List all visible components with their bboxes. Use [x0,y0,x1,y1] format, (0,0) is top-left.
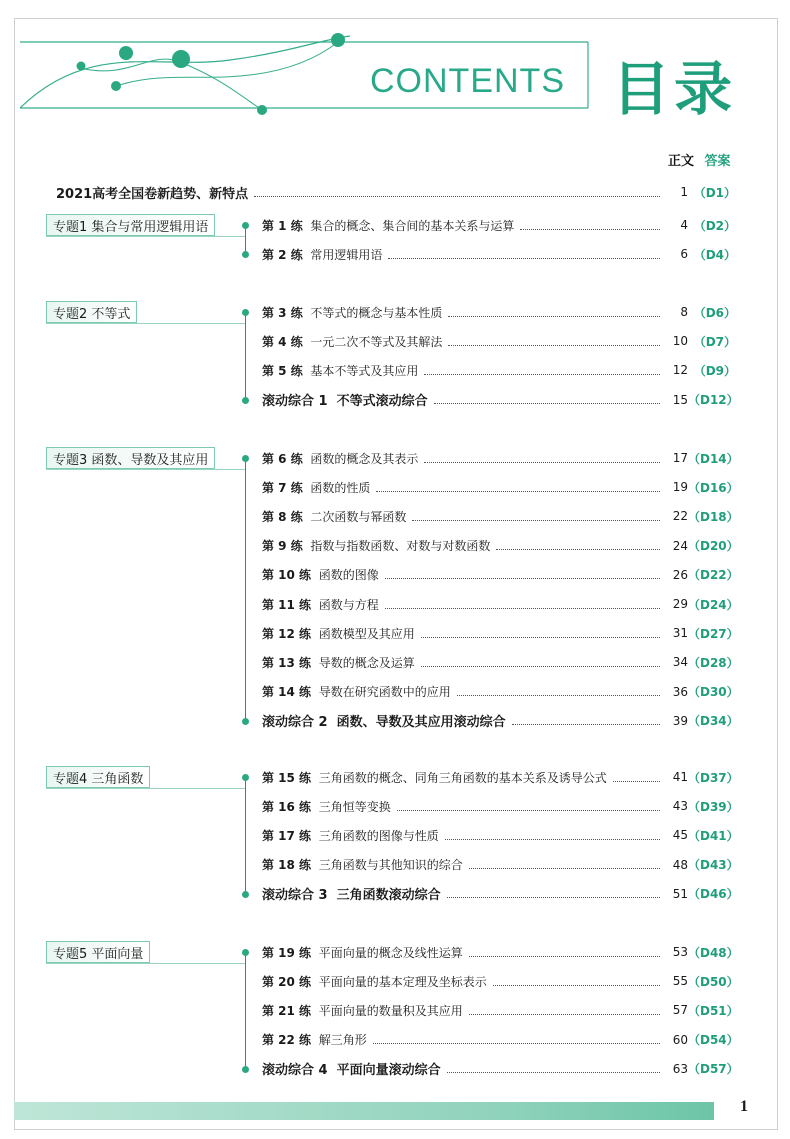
leader-dots [448,316,660,317]
entry-title: 三角函数与其他知识的综合 [318,858,463,873]
entry-label [262,711,506,730]
toc-entry[interactable] [262,1059,739,1079]
entry-spacer [311,685,319,699]
toc-entry[interactable] [262,971,739,991]
footer-page-number: 1 [740,1098,748,1115]
toc-entry[interactable] [262,796,739,816]
topic-tag[interactable]: 专题1 集合与常用逻辑用语 [46,214,215,236]
entry-number: 第 5 练 [262,363,303,378]
column-daan: 答案 [704,154,731,169]
page-number: 45 [672,828,688,843]
entry-spacer [311,800,319,814]
entry-spacer [311,1033,319,1047]
page-number: 26 [672,567,688,582]
entry-number: 第 17 练 [262,828,312,843]
entry-title: 常用逻辑用语 [310,247,383,262]
toc-entry[interactable] [262,942,739,962]
toc-entry[interactable] [262,331,736,351]
entry-title: 函数的概念及其表示 [310,451,419,466]
leader-dots [376,491,660,492]
answer-page: （D4） [693,247,736,262]
entry-number: 第 16 练 [262,799,312,814]
entry-number: 第 14 练 [262,685,312,700]
entry-title: 不等式的概念与基本性质 [310,305,443,320]
entry-number: 第 2 练 [262,247,303,262]
answer-page: （D20） [688,539,739,554]
leader-dots [613,781,660,782]
entry-number: 滚动综合 2 [262,715,328,731]
leader-dots [412,520,660,521]
entry-title: 平面向量的概念及线性运算 [318,945,463,960]
toc-entry[interactable] [262,244,736,264]
page-number: 31 [672,626,688,641]
answer-page: （D46） [688,887,739,902]
intro-row[interactable] [56,182,736,202]
answer-page: （D41） [688,828,739,843]
answer-page: （D16） [688,480,739,495]
page-number: 19 [672,480,688,495]
leader-dots [520,229,660,230]
timeline-line [245,777,246,894]
entry-label [262,479,370,496]
toc-entry[interactable] [262,565,739,585]
entry-number: 第 9 练 [262,539,303,554]
toc-entry[interactable] [262,215,736,235]
topic-underline [46,788,246,789]
entry-title: 函数与方程 [318,597,379,612]
leader-dots [469,1014,660,1015]
entry-spacer [311,656,319,670]
entry-label [262,508,406,525]
toc-entry[interactable] [262,623,739,643]
page-number: 4 [680,218,688,232]
toc-entry[interactable] [262,682,739,702]
entry-number: 第 15 练 [262,770,312,785]
entry-spacer [311,1004,319,1018]
entry-title: 函数模型及其应用 [318,626,415,641]
entry-spacer [328,1063,337,1078]
entry-spacer [311,598,319,612]
entry-number: 第 20 练 [262,974,312,989]
page-number: 10 [672,334,688,349]
entry-spacer [311,975,319,989]
entry-spacer [328,888,337,903]
leader-dots [493,985,660,986]
column-zhengwen: 正文 [668,154,695,169]
entry-spacer [311,858,319,872]
entry-number: 第 7 练 [262,480,303,495]
leader-dots [373,1043,660,1044]
topic-tag[interactable]: 专题3 函数、导数及其应用 [46,447,215,469]
answer-page: （D57） [688,1062,739,1077]
leader-dots [385,578,660,579]
page-number: 36 [672,684,688,699]
answer-page: （D12） [688,393,739,408]
entry-label [262,304,442,321]
timeline-node [242,1066,249,1073]
leader-dots [469,956,660,957]
entry-label [262,625,415,642]
leader-dots [447,897,660,898]
page-number: 8 [680,305,688,319]
leader-dots [469,868,660,869]
toc-entry[interactable] [262,506,739,526]
timeline-node [242,774,249,781]
page-number: 29 [672,597,688,611]
entry-label [262,566,379,583]
page-number: 53 [672,945,688,959]
entry-spacer [311,627,319,641]
footer-band [14,1102,714,1120]
leader-dots [448,345,660,346]
answer-page: （D51） [688,1003,739,1018]
answer-page: （D30） [688,685,739,700]
leader-dots [385,608,660,609]
answer-page: （D1） [693,185,736,200]
leader-dots [496,549,660,550]
timeline-line [245,952,246,1069]
page-number: 34 [672,655,688,670]
entry-number: 滚动综合 4 [262,1063,328,1079]
entry-label [262,1002,463,1019]
page-number: 15 [672,392,688,407]
answer-page: （D48） [688,945,739,960]
entry-title: 平面向量的基本定理及坐标表示 [318,974,487,989]
entry-title: 三角函数的图像与性质 [318,828,439,843]
answer-page: （D28） [688,655,739,670]
entry-label [262,798,391,815]
timeline-node [242,949,249,956]
leader-dots [421,666,660,667]
topic-underline [46,236,246,237]
entry-number: 第 21 练 [262,1003,312,1018]
entry-label [262,654,415,671]
timeline-node [242,891,249,898]
page-number: 6 [680,247,688,262]
answer-page: （D24） [688,597,739,612]
timeline-line [245,458,246,721]
entry-number: 第 1 练 [262,218,303,233]
entry-number: 滚动综合 1 [262,394,328,410]
leader-dots [424,462,660,463]
page-number: 1 [680,185,688,199]
answer-page: （D43） [688,858,739,873]
entry-number: 第 3 练 [262,305,303,320]
answer-page: （D22） [688,568,739,583]
answer-page: （D18） [688,509,739,524]
entry-number: 第 4 练 [262,334,303,349]
toc-entry[interactable] [262,825,739,845]
page-number: 55 [672,974,688,989]
page-number: 39 [672,713,688,728]
answer-page: （D14） [688,451,739,466]
timeline-node [242,455,249,462]
intro-label: 2021高考全国卷新趋势、新特点 [56,186,249,202]
leader-dots [457,695,660,696]
page-number: 43 [672,799,688,814]
entry-label [262,944,463,961]
entry-title: 一元二次不等式及其解法 [310,334,443,349]
toc-entry[interactable] [262,1000,739,1020]
leader-dots [512,724,660,725]
entry-title: 三角函数的概念、同角三角函数的基本关系及诱导公式 [318,770,607,785]
page-number: 48 [672,857,688,872]
toc-entry[interactable] [262,1030,739,1050]
toc-entry[interactable] [262,360,736,380]
toc-title: 目录 [612,55,737,123]
timeline-line [245,312,246,400]
leader-dots [421,637,660,638]
entry-spacer [311,771,319,785]
entry-number: 第 19 练 [262,945,312,960]
toc-entry[interactable] [262,652,739,672]
entry-spacer [311,829,319,843]
timeline-node [242,718,249,725]
contents-heading: CONTENTS [370,62,565,100]
page-number: 60 [672,1032,688,1047]
leader-dots [388,258,660,259]
entry-title: 平面向量的数量积及其应用 [318,1003,463,1018]
entry-title: 二次函数与幂函数 [310,509,407,524]
entry-label [262,856,463,873]
entry-title: 函数、导数及其应用滚动综合 [336,715,506,731]
entry-title: 解三角形 [318,1033,367,1048]
answer-page: （D37） [688,770,739,785]
entry-title: 指数与指数函数、对数与对数函数 [310,539,491,554]
entry-spacer [311,568,319,582]
entry-title: 导数在研究函数中的应用 [318,685,451,700]
toc-entry[interactable] [262,594,739,614]
leader-dots [397,810,660,811]
page-number: 17 [672,451,688,465]
entry-label [262,1031,367,1048]
entry-number: 滚动综合 3 [262,888,328,904]
page-number: 51 [672,886,688,901]
topic-tag[interactable]: 专题5 平面向量 [46,941,150,963]
page-number: 24 [672,538,688,553]
answer-page: （D7） [693,334,736,349]
toc-entry[interactable] [262,711,739,731]
entry-number: 第 11 练 [262,597,312,612]
page-number: 22 [672,509,688,524]
page-number: 63 [672,1061,688,1076]
toc-entry[interactable] [262,536,739,556]
timeline-node [242,309,249,316]
entry-number: 第 18 练 [262,858,312,873]
entry-title: 三角恒等变换 [318,799,391,814]
leader-dots [434,403,660,404]
page-number: 12 [672,363,688,378]
entry-label [262,450,418,467]
entry-spacer [328,394,337,409]
toc-entry[interactable] [262,477,739,497]
toc-entry[interactable] [262,390,739,410]
answer-page: （D2） [693,218,736,233]
toc-entry[interactable] [262,767,739,787]
leader-dots [254,196,660,197]
entry-label [262,537,490,554]
entry-label [262,827,439,844]
topic-underline [46,323,246,324]
entry-label [262,217,514,234]
toc-entry[interactable] [262,884,739,904]
entry-label [262,683,451,700]
answer-page: （D6） [693,305,736,320]
entry-number: 第 6 练 [262,451,303,466]
leader-dots [445,839,660,840]
entry-label [262,362,418,379]
topic-tag[interactable]: 专题4 三角函数 [46,766,150,788]
entry-number: 第 12 练 [262,626,312,641]
page-number: 41 [672,770,688,784]
entry-title: 平面向量滚动综合 [336,1063,441,1079]
toc-entry[interactable] [262,302,736,322]
answer-page: （D9） [693,363,736,378]
answer-page: （D27） [688,626,739,641]
topic-underline [46,469,246,470]
answer-page: （D34） [688,714,739,729]
entry-title: 函数的图像 [318,568,379,583]
entry-label [262,973,487,990]
topic-tag[interactable]: 专题2 不等式 [46,301,137,323]
entry-title: 集合的概念、集合间的基本关系与运算 [310,218,515,233]
entry-label [262,390,428,409]
toc-entry[interactable] [262,855,739,875]
entry-label [262,884,441,903]
timeline-line [245,225,246,254]
timeline-node [242,222,249,229]
entry-label [262,596,379,613]
entry-number: 第 8 练 [262,509,303,524]
entry-title: 三角函数滚动综合 [336,888,441,904]
leader-dots [447,1072,660,1073]
entry-number: 第 10 练 [262,568,312,583]
answer-page: （D54） [688,1033,739,1048]
entry-title: 不等式滚动综合 [336,394,428,410]
answer-page: （D50） [688,974,739,989]
entry-label [262,246,382,263]
entry-spacer [311,946,319,960]
entry-number: 第 22 练 [262,1033,312,1048]
entry-title: 导数的概念及运算 [318,655,415,670]
toc-entry[interactable] [262,448,739,468]
page-number: 57 [672,1003,688,1018]
entry-title: 基本不等式及其应用 [310,363,419,378]
entry-number: 第 13 练 [262,655,312,670]
timeline-node [242,397,249,404]
entry-spacer [328,715,337,730]
answer-page: （D39） [688,799,739,814]
topic-underline [46,963,246,964]
entry-label [262,769,607,786]
leader-dots [424,374,660,375]
column-headers [668,150,731,169]
entry-title: 函数的性质 [310,480,371,495]
entry-label [262,333,442,350]
entry-label [262,1059,441,1078]
